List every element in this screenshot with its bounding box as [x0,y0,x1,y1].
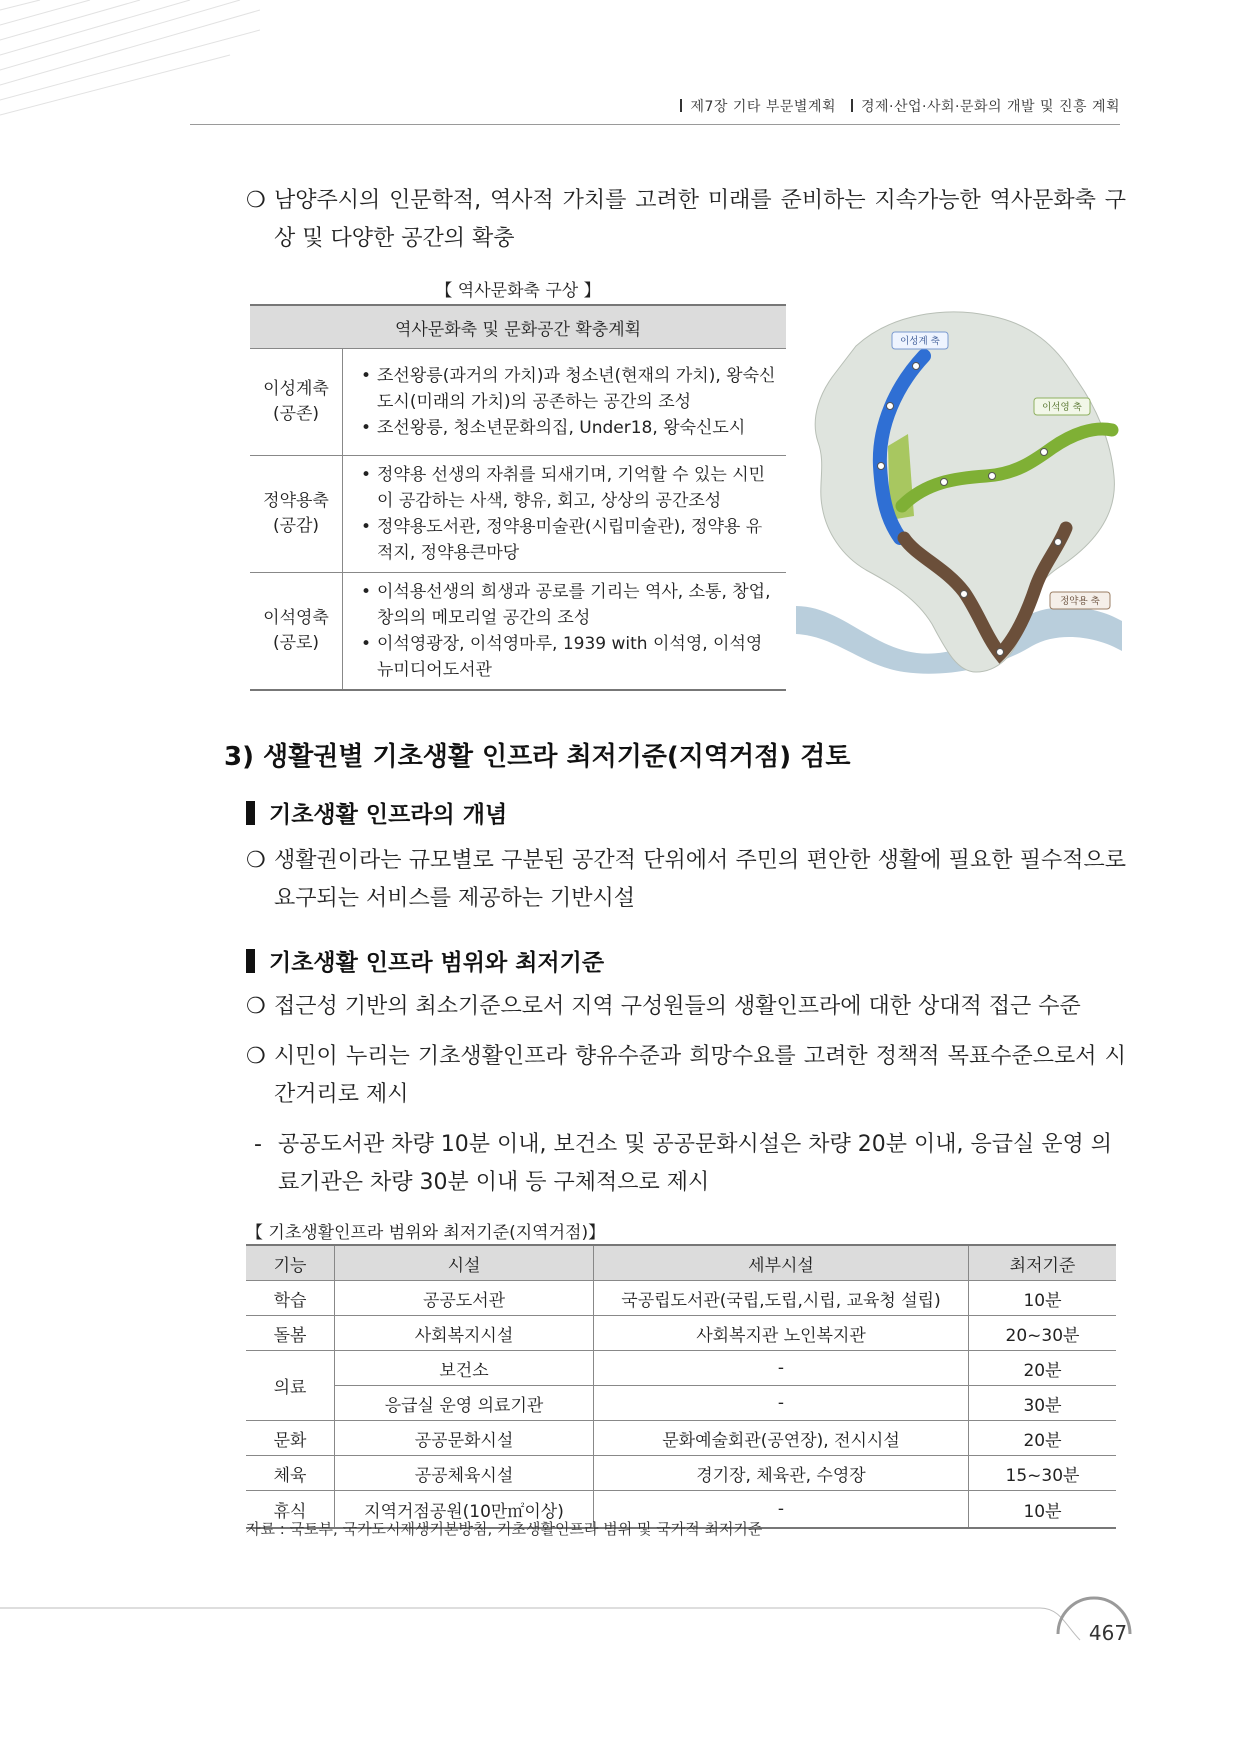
axis-label [250,456,343,573]
map-label-jeong-yakyong: 정약용 축 [1060,596,1100,607]
axis-description [343,349,787,456]
table-row [246,1421,1116,1456]
circle-bullet-icon: ❍ [246,188,266,213]
cell-detail: 국공립도서관(국립,도립,시립, 교육청 설립) [594,1281,969,1316]
circle-bullet-icon: ❍ [246,1044,266,1069]
cell-detail: 문화예술회관(공연장), 전시시설 [594,1421,969,1456]
cell-standard: 10분 [969,1491,1117,1529]
header-detail: 세부시설 [594,1245,969,1281]
cell-standard: 15~30분 [969,1456,1117,1491]
infra-table-caption: 【 기초생활인프라 범위와 최저기준(지역거점)】 [246,1223,606,1243]
axis-item: • 조선왕릉(과거의 가치)과 청소년(현재의 가치), 왕숙신도시(미래의 가치)의 공존하는 공간의 조성 [359,363,776,415]
axis-theme: (공로) [272,633,320,653]
infra-table [246,1244,1116,1529]
cell-standard: 30분 [969,1386,1117,1421]
cell-function: 의료 [246,1351,335,1421]
axis-item: • 조선왕릉, 청소년문화의집, Under18, 왕숙신도시 [359,415,776,441]
footer-decoration [0,1590,1240,1670]
subsection-title [246,944,604,977]
cell-function: 휴식 [246,1491,335,1529]
circle-bullet-icon: ❍ [246,848,266,873]
cell-detail: 경기장, 체육관, 수영장 [594,1456,969,1491]
axis-item: • 정약용 선생의 자취를 되새기며, 기억할 수 있는 시민이 공감하는 사색, 향유, 회고, 상상의 공간조성 [359,462,776,514]
table-row [246,1386,1116,1421]
cell-function: 문화 [246,1421,335,1456]
cell-function: 학습 [246,1281,335,1316]
cell-detail: - [594,1491,969,1529]
intro-text: 남양주시의 인문학적, 역사적 가치를 고려한 미래를 준비하는 지속가능한 역사문화축 구상 및 다양한 공간의 확충 [274,188,1126,251]
criteria-bullet [246,1038,1126,1114]
axis-name: 정약용축 [263,491,329,511]
axis-row [250,349,786,456]
section-title: 3) 생활권별 기초생활 인프라 최저기준(지역거점) 검토 [224,742,851,772]
table-row [246,1456,1116,1491]
axis-name: 이석영축 [263,608,329,628]
heading-bar-icon [246,801,255,825]
subsection-title [246,796,507,829]
criteria-bullet [246,988,1126,1026]
header-section: 경제·산업·사회·문화의 개발 및 진흥 계획 [860,99,1120,115]
subsection-title-text: 기초생활 인프라 범위와 최저기준 [269,950,605,976]
cell-standard: 20~30분 [969,1316,1117,1351]
cell-facility: 공공도서관 [335,1281,594,1316]
cell-standard: 20분 [969,1421,1117,1456]
cell-standard: 10분 [969,1281,1117,1316]
cell-facility: 사회복지시설 [335,1316,594,1351]
axis-table-caption: 【 역사문화축 구상 】 [435,281,601,301]
infra-header-row [246,1245,1116,1281]
table-source: 자료 : 국토부, 국가도시재생기본방침, 기초생활인프라 범위 및 국가적 최저기준 [246,1520,763,1538]
axis-label [250,573,343,691]
cell-detail: - [594,1386,969,1421]
axis-item: • 정약용도서관, 정약용미술관(시립미술관), 정약용 유적지, 정약용큰마당 [359,514,776,566]
axis-theme: (공감) [272,516,320,536]
page-header [670,96,1120,116]
criteria-text: 접근성 기반의 최소기준으로서 지역 구성원들의 생활인프라에 대한 상대적 접근 수준 [274,994,1081,1019]
header-chapter: 제7장 기타 부문별계획 [690,99,836,115]
axis-table-header-row [250,305,786,349]
cell-facility: 공공체육시설 [335,1456,594,1491]
table-row [246,1281,1116,1316]
axis-theme: (공존) [272,404,320,424]
corner-decoration [0,0,260,140]
axis-description [343,456,787,573]
cell-detail: 사회복지관 노인복지관 [594,1316,969,1351]
page-number: 467 [1088,1621,1128,1645]
dash-marker: - [254,1132,262,1157]
header-standard: 최저기준 [969,1245,1117,1281]
header-rule [190,124,1120,125]
criteria-text: 시민이 누리는 기초생활인프라 향유수준과 희망수요를 고려한 정책적 목표수준으로서 시간거리로 제시 [274,1044,1126,1107]
axis-label [250,349,343,456]
header-function: 기능 [246,1245,335,1281]
table-row [246,1316,1116,1351]
cell-function: 체육 [246,1456,335,1491]
subsection-title-text: 기초생활 인프라의 개념 [269,802,508,828]
cell-detail: - [594,1351,969,1386]
criteria-detail [254,1126,1124,1202]
circle-bullet-icon: ❍ [246,994,266,1019]
map-label-lee-seonggye: 이성계 축 [900,336,940,347]
axis-map [796,306,1122,676]
concept-text: 생활권이라는 규모별로 구분된 공간적 단위에서 주민의 편안한 생활에 필요한 필수적으로 요구되는 서비스를 제공하는 기반시설 [274,848,1126,911]
cell-standard: 20분 [969,1351,1117,1386]
axis-item: • 이석용선생의 희생과 공로를 기리는 역사, 소통, 창업, 창의의 메모리얼 공간의 조성 [359,579,776,631]
axis-table-header: 역사문화축 및 문화공간 확충계획 [250,305,786,349]
axis-name: 이성계축 [263,379,329,399]
axis-row [250,573,786,691]
concept-bullet [246,842,1126,918]
intro-bullet [246,182,1126,258]
header-divider [851,99,853,112]
table-row [246,1351,1116,1386]
header-facility: 시설 [335,1245,594,1281]
cell-facility: 공공문화시설 [335,1421,594,1456]
cell-function: 돌봄 [246,1316,335,1351]
axis-description [343,573,787,691]
heading-bar-icon [246,949,255,973]
axis-row [250,456,786,573]
cell-facility: 보건소 [335,1351,594,1386]
axis-table [250,304,786,691]
axis-item: • 이석영광장, 이석영마루, 1939 with 이석영, 이석영뉴미디어도서관 [359,631,776,683]
cell-facility: 지역거점공원(10만㎡이상) [335,1491,594,1529]
header-divider [680,99,682,112]
cell-facility: 응급실 운영 의료기관 [335,1386,594,1421]
criteria-detail-text: 공공도서관 차량 10분 이내, 보건소 및 공공문화시설은 차량 20분 이내, 응급실 운영 의료기관은 차량 30분 이내 등 구체적으로 제시 [278,1132,1112,1195]
map-label-lee-seokyoung: 이석영 축 [1042,402,1082,413]
